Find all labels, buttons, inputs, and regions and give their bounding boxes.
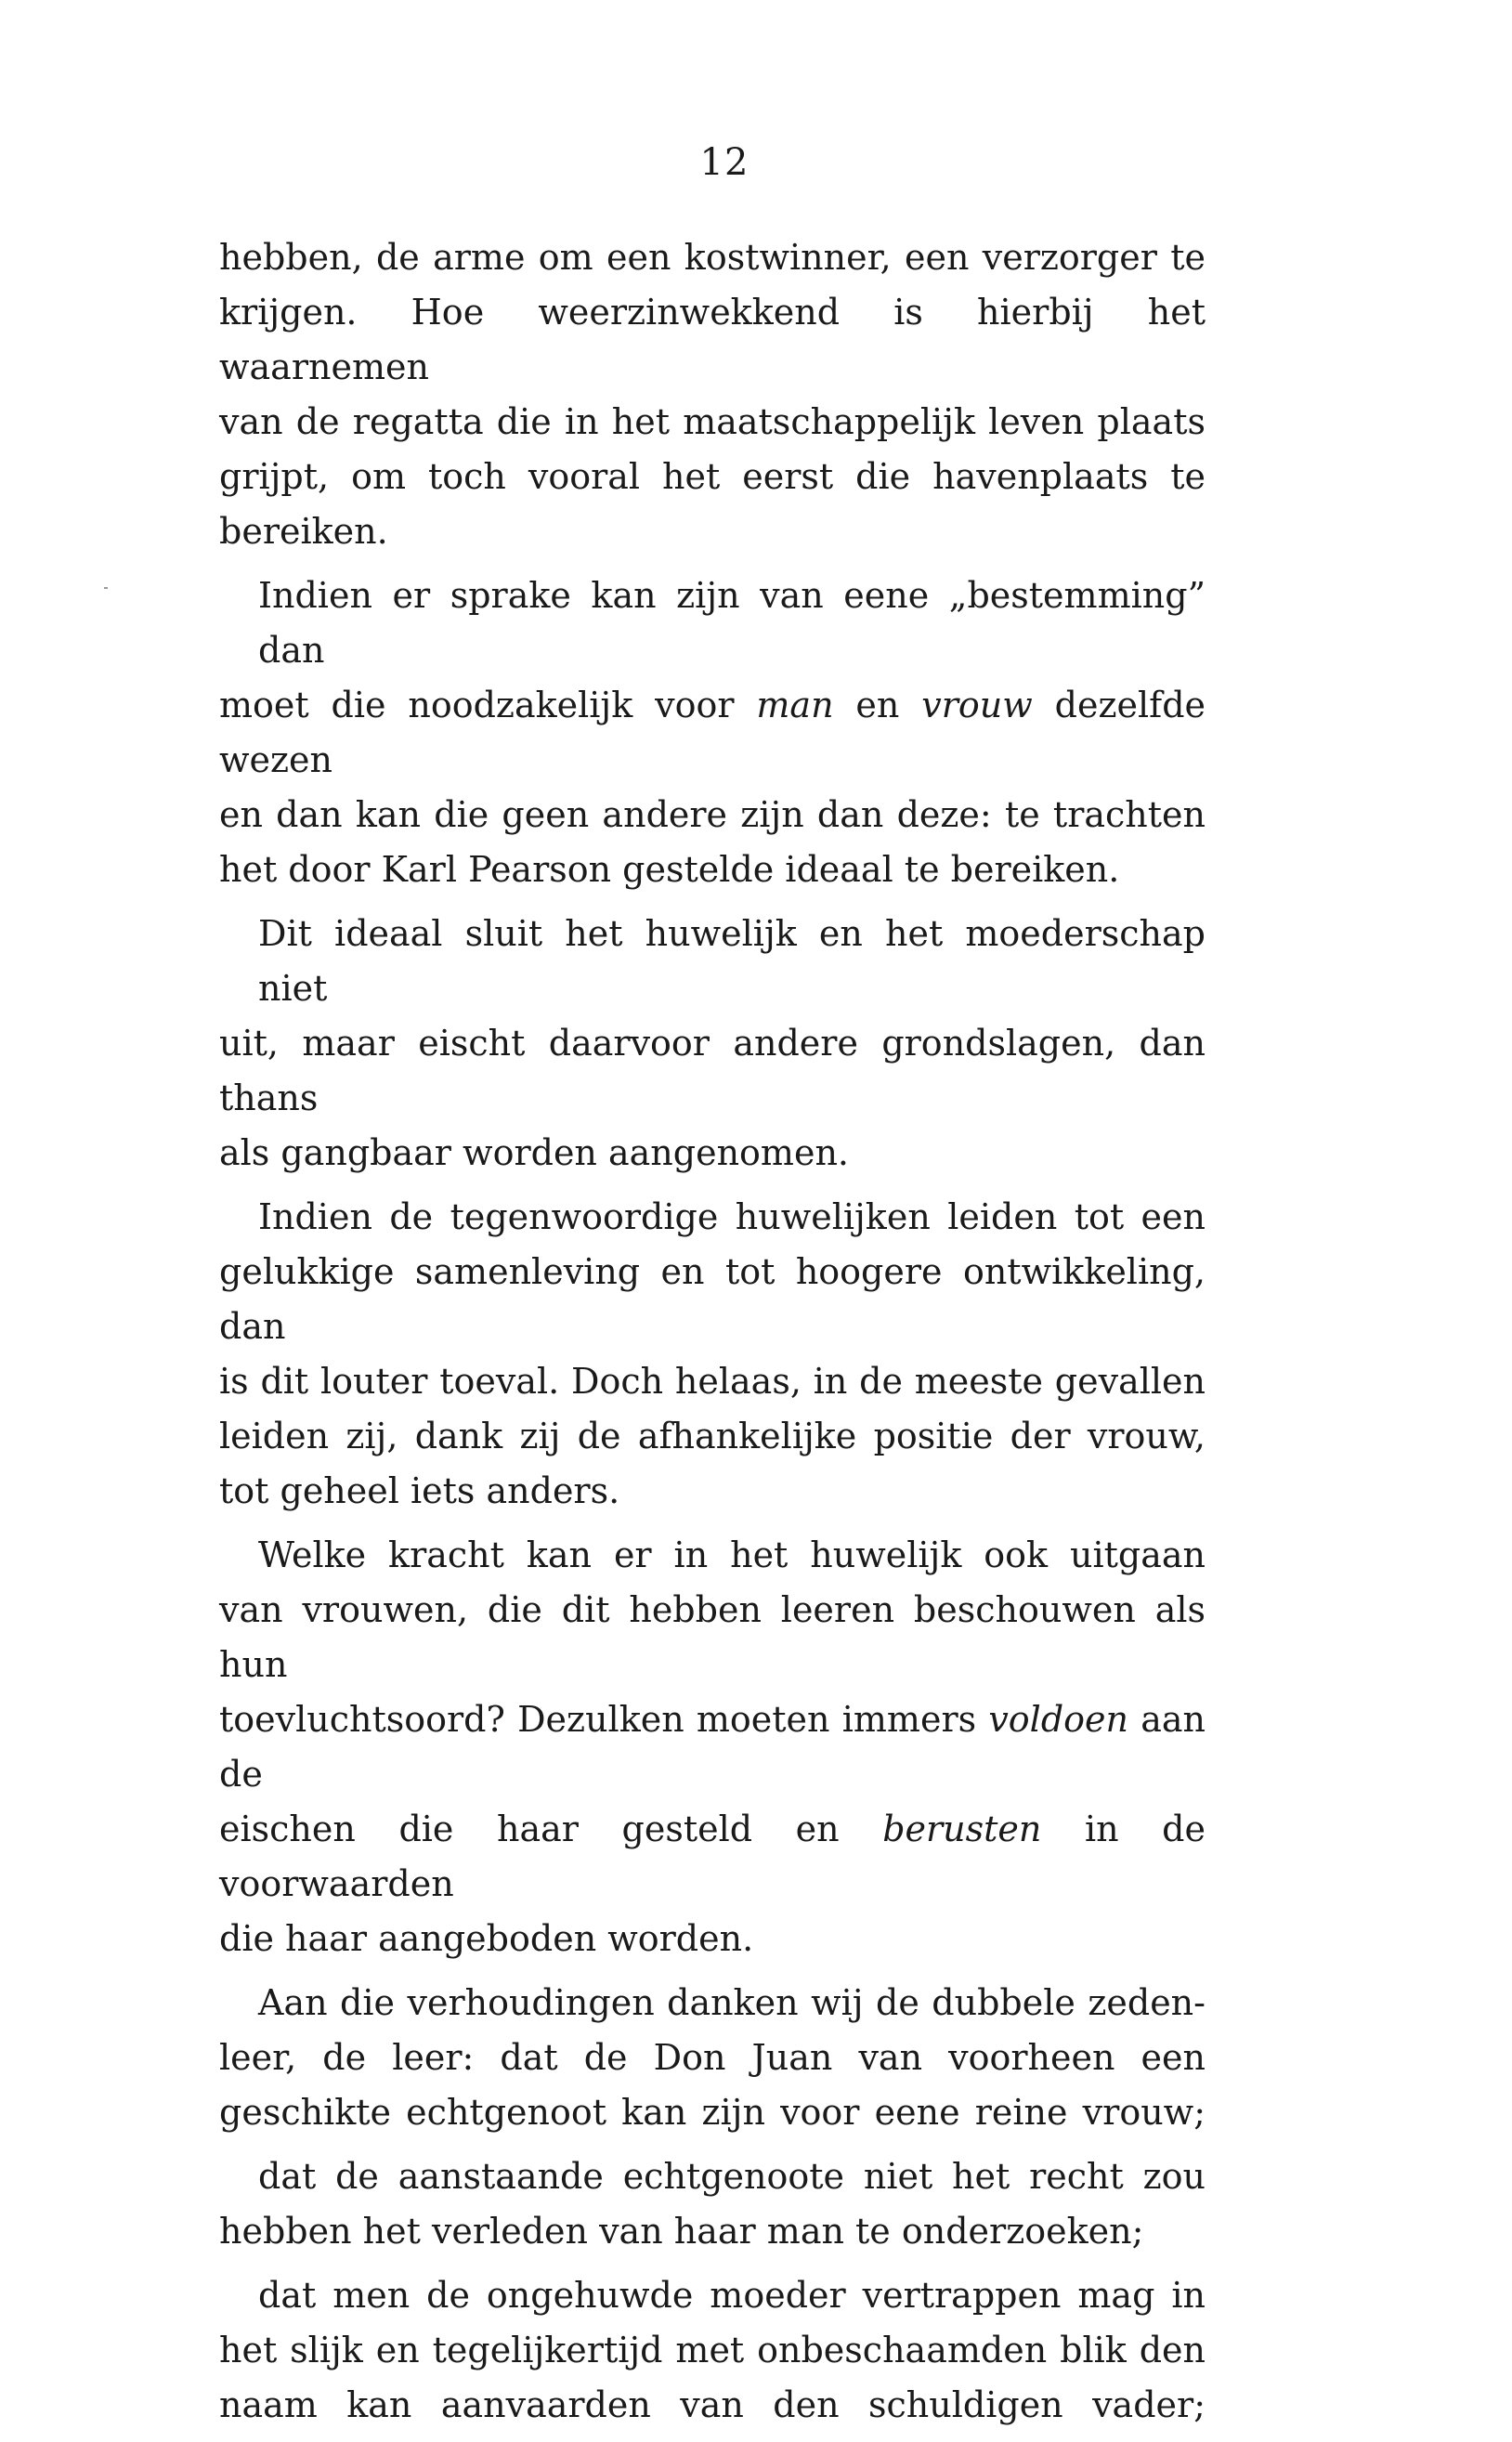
body-text bbox=[219, 230, 1206, 2442]
text-line-with-italics bbox=[219, 1802, 1206, 1912]
text-line-with-italics bbox=[219, 1692, 1206, 1802]
text-segment: moet die noodzakelijk voor bbox=[219, 685, 757, 725]
text-line: hebben het verleden van haar man te onderzoeken; bbox=[219, 2211, 1144, 2252]
paragraph-2 bbox=[219, 568, 1206, 897]
paragraph-7 bbox=[219, 2149, 1206, 2259]
text-segment: eischen die haar gesteld en bbox=[219, 1809, 883, 1849]
text-line: het slijk en tegelijkertijd met onbeschaamden blik den bbox=[219, 2330, 1206, 2370]
text-line: Indien er sprake kan zijn van eene „bestemming” dan bbox=[258, 575, 1206, 671]
paragraph-4 bbox=[219, 1190, 1206, 1519]
text-line: van vrouwen, die dit hebben leeren beschouwen als hun bbox=[219, 1589, 1206, 1685]
text-line: Welke kracht kan er in het huwelijk ook uitgaan bbox=[258, 1534, 1206, 1575]
text-line: dat men de ongehuwde moeder vertrappen mag in bbox=[258, 2275, 1206, 2316]
italic-word: berusten bbox=[882, 1809, 1042, 1849]
paragraph-1 bbox=[219, 230, 1206, 559]
text-segment: aan de bbox=[219, 1699, 1206, 1795]
italic-word: vrouw bbox=[921, 685, 1033, 725]
text-line: het door Karl Pearson gestelde ideaal te bereiken. bbox=[219, 849, 1120, 890]
text-line: tot geheel iets anders. bbox=[219, 1470, 620, 1511]
text-line: Indien de tegenwoordige huwelijken leiden tot een bbox=[258, 1196, 1206, 1237]
text-line: naam kan aanvaarden van den schuldigen vader; bbox=[219, 2384, 1206, 2425]
paragraph-5 bbox=[219, 1528, 1206, 1966]
text-line: bereiken. bbox=[219, 511, 388, 552]
text-segment: en bbox=[833, 685, 922, 725]
text-line: als gangbaar worden aangenomen. bbox=[219, 1132, 850, 1173]
text-line: van de regatta die in het maatschappelijk leven plaats bbox=[219, 401, 1206, 442]
italic-word: voldoen bbox=[988, 1699, 1128, 1740]
text-line: leer, de leer: dat de Don Juan van voorheen een bbox=[219, 2037, 1206, 2078]
text-line: en dan kan die geen andere zijn dan deze: te trachten bbox=[219, 794, 1206, 835]
text-line: die haar aangeboden worden. bbox=[219, 1918, 754, 1959]
text-line: is dit louter toeval. Doch helaas, in de meeste gevallen bbox=[219, 1361, 1206, 1402]
paragraph-8 bbox=[219, 2268, 1206, 2433]
text-line: geschikte echtgenoot kan zijn voor eene reine vrouw; bbox=[219, 2092, 1206, 2133]
text-line: dat de aanstaande echtgenoote niet het recht zou bbox=[258, 2156, 1206, 2197]
text-line: uit, maar eischt daarvoor andere grondslagen, dan thans bbox=[219, 1023, 1206, 1118]
text-line: hebben, de arme om een kostwinner, een verzorger te bbox=[219, 237, 1206, 278]
text-line: grijpt, om toch vooral het eerst die havenplaats te bbox=[219, 456, 1206, 497]
text-line: leiden zij, dank zij de afhankelijke positie der vrouw, bbox=[219, 1416, 1206, 1456]
text-line: krijgen. Hoe weerzinwekkend is hierbij het waarnemen bbox=[219, 292, 1206, 387]
text-line-with-italics bbox=[219, 678, 1206, 788]
text-line: Dit ideaal sluit het huwelijk en het moederschap niet bbox=[258, 913, 1206, 1009]
text-line: gelukkige samenleving en tot hoogere ontwikkeling, dan bbox=[219, 1251, 1206, 1347]
text-segment: toevluchtsoord? Dezulken moeten immers bbox=[219, 1699, 989, 1740]
paragraph-3 bbox=[219, 907, 1206, 1181]
text-line: Aan die verhoudingen danken wij de dubbele zeden- bbox=[258, 1982, 1206, 2023]
page-number: 12 bbox=[699, 141, 749, 184]
text-segment: dezelfde wezen bbox=[219, 685, 1206, 780]
margin-speck bbox=[104, 587, 108, 589]
paragraph-6 bbox=[219, 1976, 1206, 2140]
text-segment: in de voorwaarden bbox=[219, 1809, 1206, 1904]
italic-word: man bbox=[756, 685, 834, 725]
